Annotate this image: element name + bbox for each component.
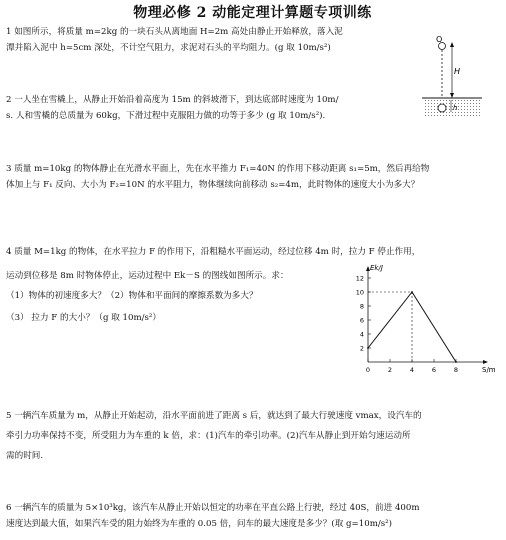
q5-line2: 牵引力功率保持不变，所受阻力为车重的 k 倍，求：(1)汽车的牵引功率。(2)汽车从静止到开始匀速运动所: [6, 431, 411, 441]
figure1-label-h-small: h: [453, 104, 458, 112]
q2-line1: 2 一人坐在雪橇上，从静止开始沿着高度为 15m 的斜坡滑下，到达底部时速度为 10m/: [6, 95, 339, 105]
data-point: [367, 347, 369, 349]
data-point: [411, 291, 413, 293]
question-6: [6, 500, 506, 532]
y-tick-label: 2: [359, 344, 364, 353]
q4-line4: （3） 拉力 F 的大小？（g 取 10m/s²）: [6, 313, 161, 323]
x-tick-label: 4: [409, 366, 415, 374]
y-axis-label: Ek/J: [370, 264, 383, 272]
q6-line2: 速度达到最大值，如果汽车受的阻力始终为车重的 0.05 倍，问车的最大速度是多少？(取 g=10m/s²): [6, 519, 392, 529]
series-segment: [368, 292, 412, 348]
question-2: [6, 92, 506, 124]
y-tick-label: 12: [355, 274, 364, 283]
x-tick-label: 2: [387, 366, 393, 374]
height-arrow-up-icon: [450, 42, 454, 47]
q5-line3: 需的时间.: [6, 451, 44, 461]
y-tick-label: 6: [359, 316, 364, 325]
x-tick-label: 0: [365, 366, 371, 374]
question-1: [6, 24, 416, 56]
x-tick-label: 6: [431, 366, 437, 374]
figure1-label-h-big: H: [454, 67, 461, 76]
ek-s-chart: [330, 262, 496, 382]
q6-line1: 6 一辆汽车的质量为 5×10³kg，该汽车从静止开始以恒定的功率在平直公路上行驶，经过 40S，前进 400m: [6, 503, 420, 513]
q4-line1: 4 质量 M=1kg 的物体，在水平拉力 F 的作用下，沿粗糙水平面运动，经过位移 4m 时，拉力 F 停止作用，: [6, 247, 421, 257]
q5-line1: 5 一辆汽车质量为 m，从静止开始起动，沿水平面前进了距离 s 后，就达到了最大行驶速度 vmax，设汽车的: [6, 411, 422, 421]
question-5: [6, 406, 506, 466]
y-tick-label: 4: [359, 330, 364, 339]
x-axis-arrow-icon: [483, 360, 488, 364]
page-title: 物理必修 2 动能定理计算题专项训练: [133, 5, 372, 21]
figure1-label-o: O: [436, 35, 443, 44]
q4-line2: 运动到位移是 8m 时物体停止，运动过程中 Ek－S 的图线如图所示。求：: [6, 271, 289, 281]
q3-line2: 体加上与 F₁ 反向、大小为 F₂=10N 的水平阻力，物体继续向前移动 s₂=4m，此时物体的速度大小为多大？: [6, 180, 420, 190]
q3-line1: 3 质量 m=10kg 的物体静止在光滑水平面上，先在水平推力 F₁=40N 的作用下移动距离 s₁=5m，然后再给物: [6, 164, 430, 174]
x-axis-label: S/m: [482, 366, 496, 374]
q2-line2: s. 人和雪橇的总质量为 60kg，下滑过程中克服阻力做的功等于多少 (g 取 10m/s²).: [6, 111, 326, 121]
q1-line1: 1 如图所示，将质量 m=2kg 的一块石头从离地面 H=2m 高处由静止开始释放，落入泥: [6, 27, 343, 37]
series-segment: [412, 292, 456, 362]
q4-line3: （1）物体的初速度多大？（2）物体和平面间的摩擦系数为多大？: [6, 291, 258, 301]
data-point: [455, 361, 457, 363]
y-tick-label: 8: [359, 302, 364, 311]
question-3: [6, 161, 506, 193]
q1-line2: 潭并陷入泥中 h=5cm 深处，不计空气阻力，求泥对石头的平均阻力。(g 取 10m/s²): [6, 43, 331, 53]
x-tick-label: 8: [453, 366, 459, 374]
y-tick-label: 10: [355, 288, 364, 297]
